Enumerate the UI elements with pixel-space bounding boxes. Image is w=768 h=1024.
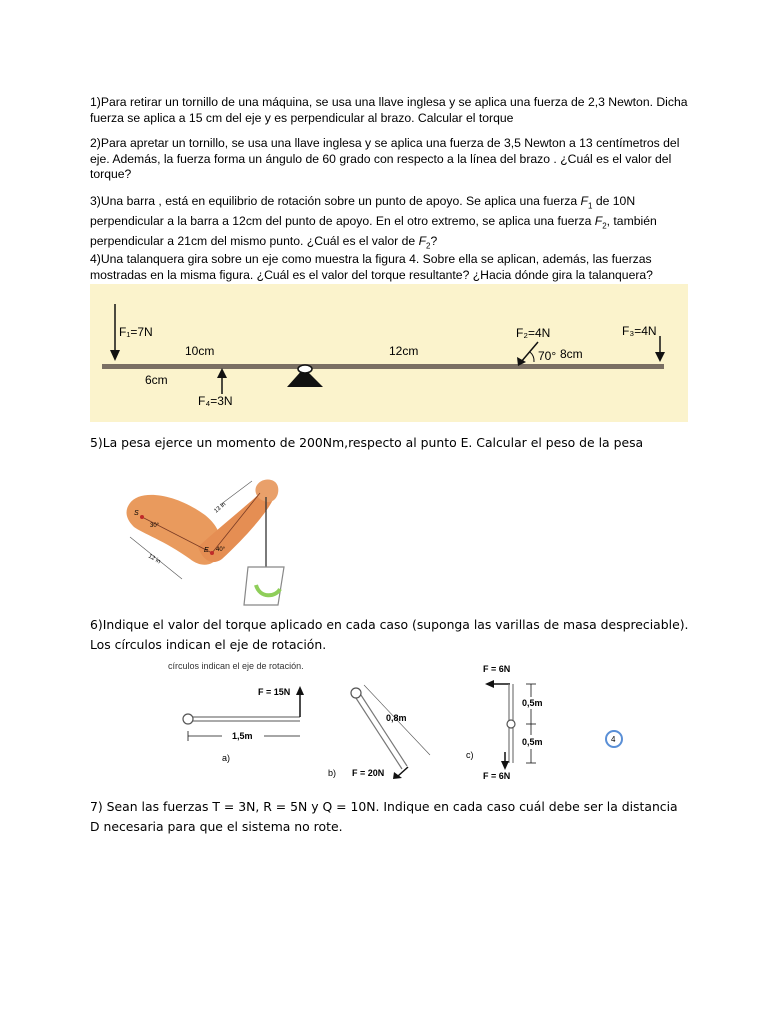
- force-c-top-label: F = 6N: [483, 664, 511, 674]
- figure-4-svg: [90, 284, 688, 422]
- problem-5: 5)La pesa ejerce un momento de 200Nm,respecto al punto E. Calcular el peso de la pesa: [90, 435, 644, 450]
- force-c-bottom-label: F = 6N: [483, 771, 511, 781]
- gate-beam: [102, 364, 664, 369]
- weight: [244, 567, 284, 605]
- axis-a: [183, 714, 193, 724]
- figure-6-caption: círculos indican el eje de rotación.: [168, 661, 304, 671]
- axis-c: [507, 720, 515, 728]
- label-s: S: [134, 510, 139, 517]
- f2-label: F₂=4N: [516, 326, 551, 340]
- force-c-top-arrow-head: [485, 680, 494, 688]
- force-a-label: F = 15N: [258, 687, 291, 697]
- distance-10cm: 10cm: [185, 344, 215, 358]
- problem-3: [90, 194, 690, 254]
- problem-4: 4)Una talanquera gira sobre un eje como muestra la figura 4. Sobre ella se aplican, además, las fuerzas mostradas en la misma figura. ¿Cuál es el valor del torque resultante? ¿Hacia dónde gira la talanquera?: [90, 252, 653, 282]
- f3-label: F₃=4N: [622, 324, 657, 338]
- problem-6: 6)Indique el valor del torque aplicado en cada caso (suponga las varillas de masa despreciable). Los círculos indican el eje de rotación.: [90, 617, 689, 652]
- length-a-label: 1,5m: [232, 731, 253, 741]
- label-e: E: [204, 547, 209, 554]
- f2-subscript-question: 2: [426, 241, 431, 251]
- distance-6cm: 6cm: [145, 373, 168, 387]
- f2-symbol: F: [594, 213, 603, 228]
- distance-8cm: 8cm: [560, 347, 583, 361]
- point-e: [210, 551, 214, 555]
- case-b-label: b): [328, 768, 337, 778]
- length-12in: 12 in: [147, 553, 162, 566]
- problem-3-text-b: de 10N perpendicular a la barra a 12cm del punto de apoyo. En el otro extremo, se aplica una fuerza: [90, 194, 636, 228]
- force-c-bottom-arrow-head: [501, 761, 509, 770]
- f2-angle: 70°: [538, 349, 557, 363]
- length-c-top-label: 0,5m: [522, 698, 543, 708]
- problem-1: 1)Para retirar un tornillo de una máquina, se usa una llave inglesa y se aplica una fuerza de 2,3 Newton. Dicha fuerza se aplica a 15 cm del eje y es perpendicular al brazo. Calcular el torque: [90, 95, 688, 125]
- problem-3-text-c: , también perpendicular a 21cm del mismo punto. ¿Cuál es el valor de: [90, 213, 657, 248]
- problem-3-text-a: 3)Una barra , está en equilibrio de rotación sobre un punto de apoyo. Se aplica una fuerza: [90, 194, 581, 208]
- f2-subscript: 2: [602, 221, 607, 231]
- problem-3-text-d: ?: [430, 233, 438, 248]
- point-s: [140, 515, 144, 519]
- figure-6-svg: [160, 655, 630, 785]
- problem-7: 7) Sean las fuerzas T = 3N, R = 5N y Q = 10N. Indique en cada caso cuál debe ser la distancia D necesaria para que el sistema no rote.: [90, 799, 678, 834]
- figure-6-torque-cases: [160, 655, 630, 785]
- force-b-label: F = 20N: [352, 768, 385, 778]
- distance-12cm: 12cm: [389, 344, 419, 358]
- angle-30: 30°: [150, 523, 160, 529]
- f1-symbol: F: [580, 194, 588, 208]
- figure-4-talanquera: [90, 284, 688, 422]
- figure-5-svg: [120, 475, 300, 607]
- pivot-axis: [298, 365, 312, 373]
- f4-label: F₄=3N: [198, 394, 233, 408]
- force-b-arrow: [398, 767, 408, 776]
- f2-symbol-question: F: [418, 233, 427, 248]
- axis-b: [351, 688, 361, 698]
- figure-5-arm: [120, 475, 300, 607]
- angle-40: 40°: [216, 547, 226, 553]
- f1-label: F₁=7N: [119, 325, 153, 339]
- problem-2: 2)Para apretar un tornillo, se usa una llave inglesa y se aplica una fuerza de 3,5 Newton a 13 centímetros del eje. Además, la fuerza forma un ángulo de 60 grado con respecto a la línea del brazo . ¿Cuál es el valor del torque?: [90, 136, 680, 181]
- figure-badge-number: 4: [611, 735, 616, 744]
- length-c-bottom-label: 0,5m: [522, 737, 543, 747]
- case-a-label: a): [222, 753, 231, 763]
- force-a-arrow-head: [296, 686, 304, 695]
- case-c-label: c): [466, 750, 474, 760]
- length-13in: 13 in: [213, 501, 228, 515]
- rod-b-right: [359, 692, 407, 766]
- f1-subscript: 1: [587, 201, 593, 211]
- length-b-label: 0,8m: [386, 713, 407, 723]
- rod-b-left: [354, 695, 402, 769]
- len1-dim-line: [220, 481, 252, 505]
